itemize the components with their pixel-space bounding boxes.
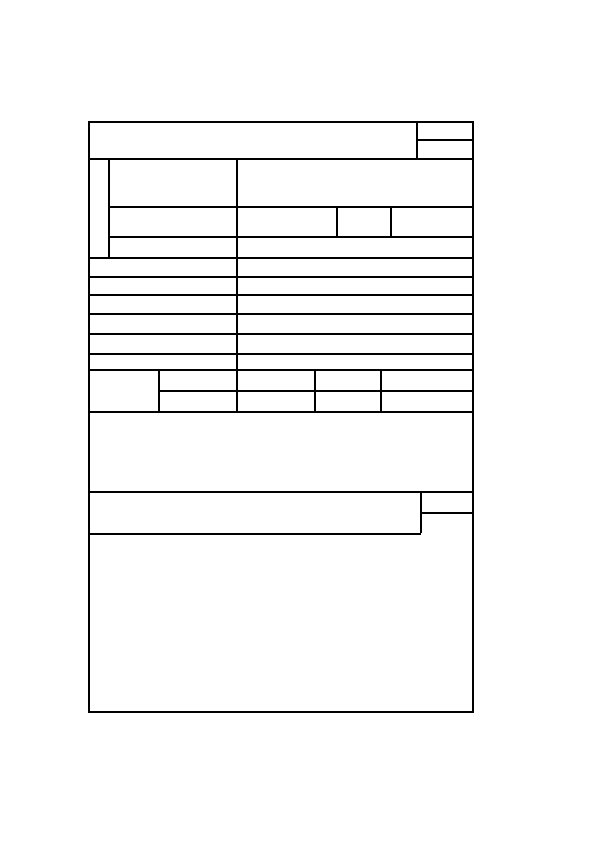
- bottom-group-r2-field-b[interactable]: [382, 392, 472, 410]
- applicant-row2-field-a[interactable]: [238, 208, 334, 236]
- bottom-group-r1-field-b[interactable]: [382, 371, 472, 389]
- bottom-group-r1-field-a[interactable]: [238, 371, 312, 389]
- row-3-field[interactable]: [238, 296, 472, 313]
- applicant-row3-field[interactable]: [238, 238, 472, 257]
- row-1-field[interactable]: [238, 259, 472, 276]
- row-6-field[interactable]: [238, 355, 472, 369]
- applicant-row2-field-b[interactable]: [392, 208, 472, 236]
- row-2-field[interactable]: [238, 278, 472, 294]
- bottom-group-r2-field-a[interactable]: [238, 392, 312, 410]
- applicant-row1-field[interactable]: [238, 160, 472, 206]
